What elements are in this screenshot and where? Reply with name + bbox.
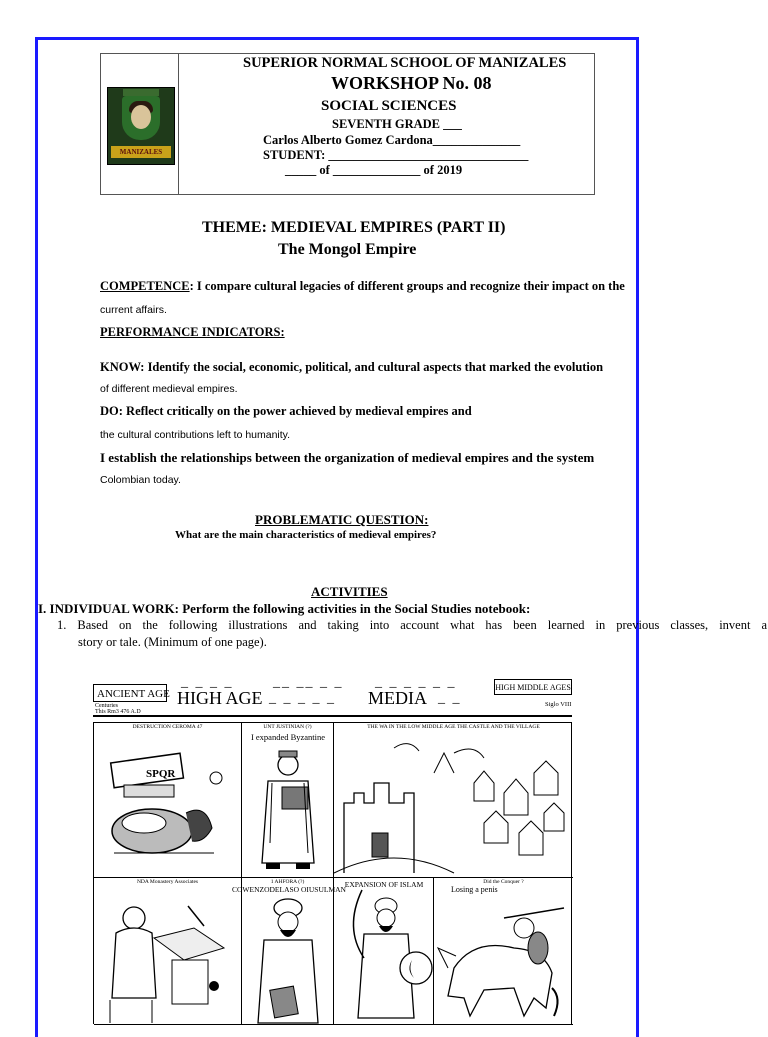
caption-castle: THE WA IN THE LOW MIDDLE AGE THE CASTLE AND THE VILLAGE: [367, 724, 540, 730]
workshop-number: WORKSHOP No. 08: [331, 73, 492, 93]
timeline-high-age: HIGH AGE: [177, 688, 263, 708]
know-continuation: of different medieval empires.: [100, 383, 238, 395]
subject: SOCIAL SCIENCES: [321, 98, 457, 114]
illustration-muslim-scholar: [232, 878, 346, 1025]
label-byzantine: I expanded Byzantine: [250, 732, 326, 742]
caption-justinian: UNT JUSTINIAN (?): [263, 724, 312, 730]
activity-item-1-cont: story or tale. (Minimum of one page).: [78, 635, 267, 649]
caption-scholar: 1 AHFORA (?): [270, 879, 305, 885]
spqr-sign: SPQR: [146, 768, 176, 780]
illustration-islam-expansion: [334, 878, 434, 1025]
timeline-media: MEDIA: [368, 688, 427, 708]
activities-title: ACTIVITIES: [311, 584, 388, 599]
timeline-ancient-sub1: Centuries: [95, 703, 118, 709]
problem-question: What are the main characteristics of medieval empires?: [175, 529, 437, 541]
castle-village-drawing: [334, 723, 573, 878]
timeline-ancient-sub2: This Rm3 476 A.D: [95, 709, 141, 715]
school-name: SUPERIOR NORMAL SCHOOL OF MANIZALES: [243, 55, 567, 71]
justinian-figure-drawing: [242, 723, 334, 878]
school-logo: [107, 87, 175, 165]
individual-work: I. INDIVIDUAL WORK: Perform the following activities in the Social Studies notebook:: [38, 601, 531, 616]
logo-ribbon: MANIZALES: [111, 146, 171, 158]
illustration-monastery: [94, 878, 242, 1025]
establish-indicator: I establish the relationships between the organization of medieval empires and the system: [100, 450, 595, 465]
logo-cell: [101, 54, 179, 194]
teacher-name: Carlos Alberto Gomez Cardona______________: [263, 133, 521, 147]
illustration-justinian: [242, 723, 334, 878]
grade: SEVENTH GRADE ___: [332, 117, 462, 131]
establish-continuation: Colombian today.: [100, 474, 181, 486]
do-indicator: DO: Reflect critically on the power achieved by medieval empires and: [100, 404, 472, 418]
theme-title: THEME: MEDIEVAL EMPIRES (PART II): [202, 219, 506, 236]
label-muslim: COWENZODELASO OIUSULMAN: [232, 885, 346, 894]
do-continuation: the cultural contributions left to humanity.: [100, 429, 291, 441]
competence-continuation: current affairs.: [100, 304, 167, 316]
islam-warrior-drawing: [334, 878, 434, 1025]
caption-conquest: Did the Conquer ?: [483, 879, 524, 885]
timeline-strip: ANCIENT AGE Centuries This Rm3 476 A.D _ _ _ _ HIGH AGE __ __ _ _ _ _ _ _ _ MEDIA _ _ _ _ _ _ _ _ HIGH MIDDLE AGES Siglo VIII: [95, 675, 572, 715]
muslim-scholar-drawing: [242, 878, 334, 1025]
timeline-ancient-age: ANCIENT AGE: [93, 684, 167, 702]
illustration-rome-destruction: [94, 723, 242, 878]
student-field: STUDENT: ________________________________: [263, 148, 529, 162]
illustration-conquest: [434, 878, 573, 1025]
label-islam: EXPANSION OF ISLAM: [344, 880, 424, 889]
date-field: _____ of ______________ of 2019: [285, 163, 463, 177]
competence-label: COMPETENCE: [100, 279, 190, 293]
label-conquest: Losing a penis: [451, 885, 498, 894]
caption-rome: DESTRUCTION CEROMA 47: [132, 724, 203, 730]
activity-item-1: 1. Based on the following illustrations and taking into account what has been learned in previous classes, invent a: [57, 618, 767, 632]
competence: [100, 279, 625, 294]
horse-rider-drawing: [434, 878, 573, 1025]
theme-subtitle: The Mongol Empire: [278, 241, 417, 258]
timeline-siglo: Siglo VIII: [545, 701, 572, 708]
monk-writing-drawing: [94, 878, 242, 1025]
problem-title: PROBLEMATIC QUESTION:: [255, 512, 429, 527]
competence-text: : I compare cultural legacies of different groups and recognize their impact on the: [189, 279, 625, 293]
illustration-castle-village: [334, 723, 573, 878]
rome-ruins-drawing: [94, 723, 242, 878]
caption-monastery: NDA Monastery Associates: [136, 879, 199, 885]
know-indicator: KNOW: Identify the social, economic, political, and cultural aspects that marked the evolution: [100, 360, 604, 374]
timeline-high-middle-ages: HIGH MIDDLE AGES: [494, 679, 572, 695]
performance-label: PERFORMANCE INDICATORS:: [100, 325, 285, 339]
illustration-grid: [93, 722, 572, 1024]
